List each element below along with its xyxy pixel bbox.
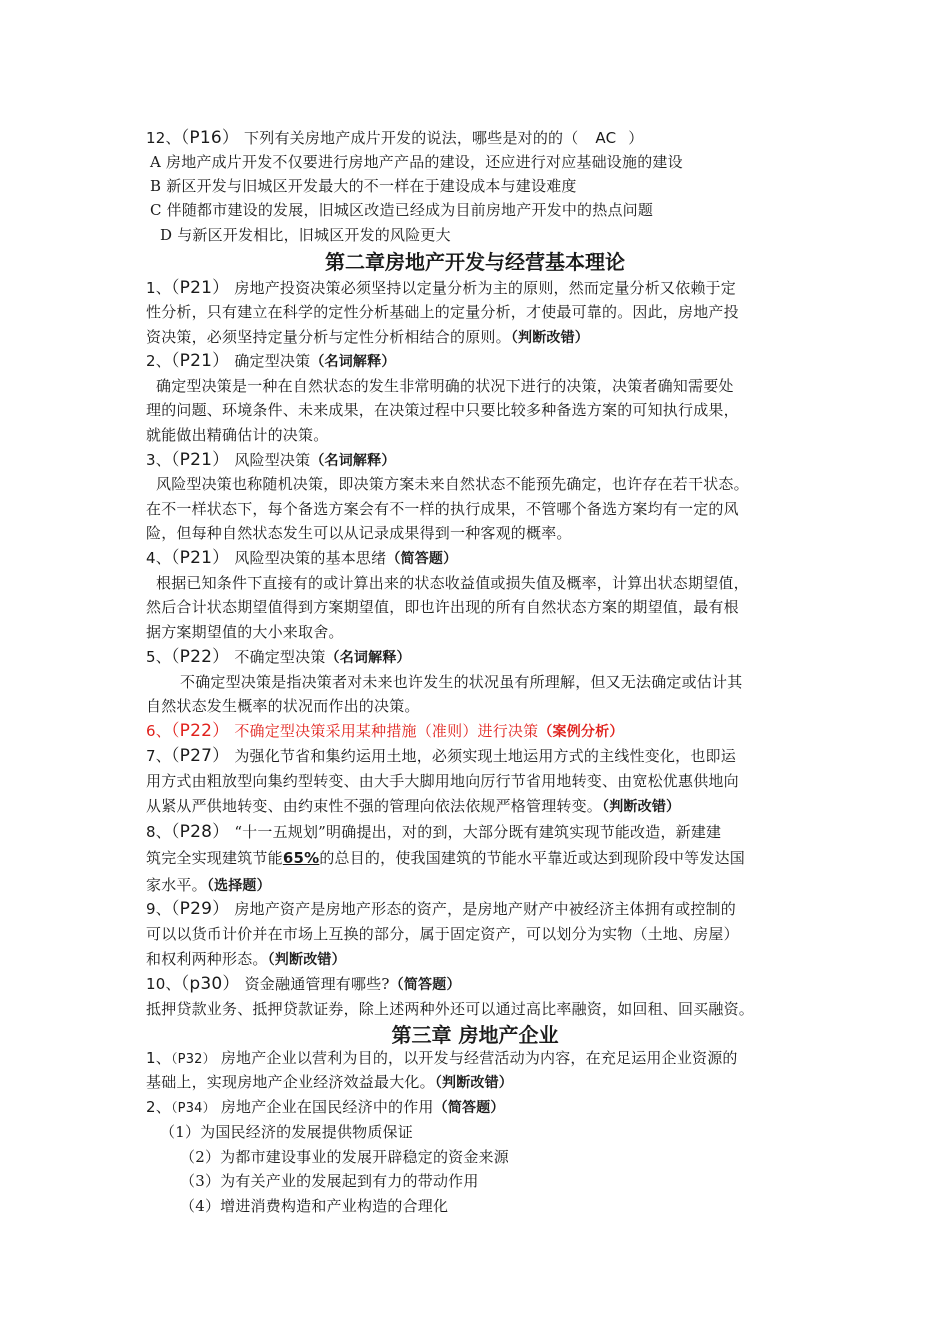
ch2-item-8-line-3: [146, 873, 271, 898]
item-title: 风险型决策: [234, 451, 311, 469]
page-ref: （P21）: [170, 278, 230, 298]
ch2-item-2-body-2: 理的问题、环境条件、未来成果，在决策过程中只要比较多种备选方案的可知执行成果，: [146, 401, 739, 419]
ch2-item-3-body-3: 险，但每种自然状态发生可以从记录成果得到一种客观的概率。: [146, 524, 572, 542]
ch3-item-2-point-4: （4）增进消费构造和产业构造的合理化: [180, 1197, 449, 1215]
option-c: C 伴随都市建设的发展，旧城区改造已经成为目前房地产开发中的热点问题: [150, 201, 654, 219]
page-ref: （P27）: [170, 746, 230, 766]
ch2-item-9-line-2: 可以以货币计价并在市场上互换的部分，属于固定资产，可以划分为实物（土地、房屋）: [146, 925, 739, 943]
question-12-line: [146, 126, 644, 150]
highlight-value: 65%: [282, 849, 320, 867]
ch2-item-3: [146, 448, 396, 473]
item-text: 基础上，实现房地产企业经济效益最大化。: [146, 1073, 435, 1091]
item-number: 1、: [146, 1049, 171, 1067]
question-type-tag: （简答题）: [433, 1100, 505, 1116]
ch2-item-4-body-2: 然后合计状态期望值得到方案期望值，即也许出现的所有自然状态方案的期望值，最有根: [146, 598, 739, 616]
ch2-item-8-line-2: [146, 846, 745, 870]
ch2-item-9-line-3: [146, 947, 346, 972]
ch2-item-1-line-3: [146, 325, 589, 350]
ch3-item-2-point-3: （3）为有关产业的发展起到有力的带动作用: [180, 1172, 479, 1190]
question-type-tag: （案例分析）: [538, 724, 624, 740]
ch2-item-10: [146, 972, 461, 997]
item-number: 8、: [146, 823, 171, 841]
item-number: 5、: [146, 648, 171, 666]
ch2-item-5: [146, 645, 411, 670]
item-title: 不确定型决策: [234, 648, 326, 666]
item-number: 6、: [146, 722, 171, 740]
item-number: 2、: [146, 1098, 171, 1116]
item-number: 9、: [146, 900, 171, 918]
item-text: “十一五规划”明确提出，对的到，大部分既有建筑实现节能改造，新建建: [234, 823, 722, 841]
item-number: 1、: [146, 279, 171, 297]
page-ref: （p30）: [180, 974, 240, 994]
page-ref: （P32）: [170, 1052, 216, 1067]
option-d: D 与新区开发相比，旧城区开发的风险更大: [160, 226, 451, 244]
page-ref: （P28）: [170, 822, 230, 842]
page-ref: （P29）: [170, 899, 230, 919]
ch2-item-7: [146, 744, 736, 768]
item-title: 资金融通管理有哪些?: [244, 975, 390, 993]
ch2-item-3-body-2: 在不一样状态下，每个备选方案会有不一样的执行成果，不管哪个备选方案均有一定的风: [146, 500, 739, 518]
item-number: 3、: [146, 451, 171, 469]
item-text: 房地产企业以营利为目的，以开发与经营活动为内容，在充足运用企业资源的: [220, 1049, 738, 1067]
ch2-item-1: [146, 276, 736, 300]
question-type-tag: （名词解释）: [325, 650, 411, 666]
item-number: 2、: [146, 352, 171, 370]
page-ref: （P21）: [170, 548, 230, 568]
item-title: 不确定型决策采用某种措施（准则）进行决策: [234, 722, 539, 740]
item-text: 房地产投资决策必须坚持以定量分析为主的原则，然而定量分析又依赖于定: [234, 279, 736, 297]
ch2-item-10-body-1: 抵押贷款业务、抵押贷款证券，除上述两种外还可以通过高比率融资，如回租、回买融资。: [146, 1000, 755, 1018]
page-ref: （P16）: [180, 128, 240, 148]
ch2-item-4-body-3: 据方案期望值的大小来取舍。: [146, 623, 344, 641]
ch2-item-4: [146, 546, 457, 571]
chapter-2-title: 第二章房地产开发与经营基本理论: [325, 250, 625, 274]
ch3-item-2-point-1: （1）为国民经济的发展提供物质保证: [160, 1123, 413, 1141]
ch2-item-7-line-2: 用方式由粗放型向集约型转变、由大手大脚用地向厉行节省用地转变、由宽松优惠供地向: [146, 772, 739, 790]
question-type-tag: （判断改错）: [434, 1075, 514, 1091]
ch2-item-5-body-2: 自然状态发生概率的状况而作出的决策。: [146, 697, 420, 715]
page-ref: （P22）: [170, 721, 230, 741]
ch3-item-1: [146, 1046, 738, 1072]
ch2-item-7-line-3: [146, 794, 680, 819]
ch3-item-2: [146, 1095, 505, 1121]
question-type-tag: （简答题）: [389, 977, 461, 993]
item-text: 资决策，必须坚持定量分析与定性分析相结合的原则。: [146, 328, 511, 346]
ch2-item-2-body-1: 确定型决策是一种在自然状态的发生非常明确的状况下进行的决策，决策者确知需要处: [156, 377, 734, 395]
item-number: 4、: [146, 549, 171, 567]
question-type-tag: （选择题）: [206, 878, 271, 894]
item-text: 和权利两种形态。: [146, 950, 268, 968]
item-text: 房地产资产是房地产形态的资产，是房地产财产中被经济主体拥有或控制的: [234, 900, 736, 918]
option-a: A 房地产成片开发不仅要进行房地产产品的建设，还应进行对应基础设施的建设: [150, 153, 683, 171]
answer-text: AC: [595, 129, 617, 147]
item-title: 风险型决策的基本思绪: [234, 549, 387, 567]
ch2-item-4-body-1: 根据已知条件下直接有的或计算出来的状态收益值或损失值及概率，计算出状态期望值，: [156, 574, 749, 592]
item-text: 为强化节省和集约运用土地，必须实现土地运用方式的主线性变化，也即运: [234, 747, 736, 765]
item-text: 从紧从严供地转变、由约束性不强的管理向依法依规严格管理转变。: [146, 797, 603, 815]
option-b: B 新区开发与旧城区开发最大的不一样在于建设成本与建设难度: [150, 177, 577, 195]
item-number: 7、: [146, 747, 171, 765]
item-text: 家水平。: [146, 876, 207, 894]
page-ref: （P22）: [170, 647, 230, 667]
question-type-tag: （简答题）: [386, 551, 458, 567]
item-title: 确定型决策: [234, 352, 311, 370]
ch2-item-2-body-3: 就能做出精确估计的决策。: [146, 426, 329, 444]
page-ref: （P21）: [170, 351, 230, 371]
question-type-tag: （名词解释）: [310, 453, 396, 469]
question-number: 12、: [146, 129, 181, 147]
ch2-item-8: [146, 820, 721, 844]
item-title: 房地产企业在国民经济中的作用: [220, 1098, 434, 1116]
ch2-item-5-body-1: 不确定型决策是指决策者对未来也许发生的状况虽有所理解，但又无法确定或估计其: [180, 673, 743, 691]
ch2-item-9: [146, 897, 736, 921]
ch2-item-6: [146, 719, 624, 744]
item-text: 筑完全实现建筑节能: [146, 849, 283, 867]
question-close: ）: [628, 129, 644, 147]
page-ref: （P21）: [170, 450, 230, 470]
ch2-item-3-body-1: 风险型决策也称随机决策，即决策方案未来自然状态不能预先确定，也许存在若干状态。: [156, 475, 749, 493]
item-text: 的总目的，使我国建筑的节能水平靠近或达到现阶段中等发达国: [319, 849, 745, 867]
ch3-item-2-point-2: （2）为都市建设事业的发展开辟稳定的资金来源: [180, 1148, 509, 1166]
ch3-item-1-line-2: [146, 1070, 513, 1095]
ch2-item-2: [146, 349, 396, 374]
page-ref: （P34）: [170, 1101, 216, 1116]
question-text: 下列有关房地产成片开发的说法，哪些是对的的（: [244, 129, 579, 147]
question-type-tag: （判断改错）: [510, 330, 590, 346]
question-type-tag: （判断改错）: [267, 952, 346, 968]
ch2-item-1-line-2: 性分析，只有建立在科学的定性分析基础上的定量分析，才使最可靠的。因此，房地产投: [146, 303, 739, 321]
question-type-tag: （名词解释）: [310, 354, 396, 370]
item-number: 10、: [146, 975, 181, 993]
question-type-tag: （判断改错）: [602, 799, 681, 815]
chapter-3-title: 第三章 房地产企业: [391, 1023, 559, 1047]
